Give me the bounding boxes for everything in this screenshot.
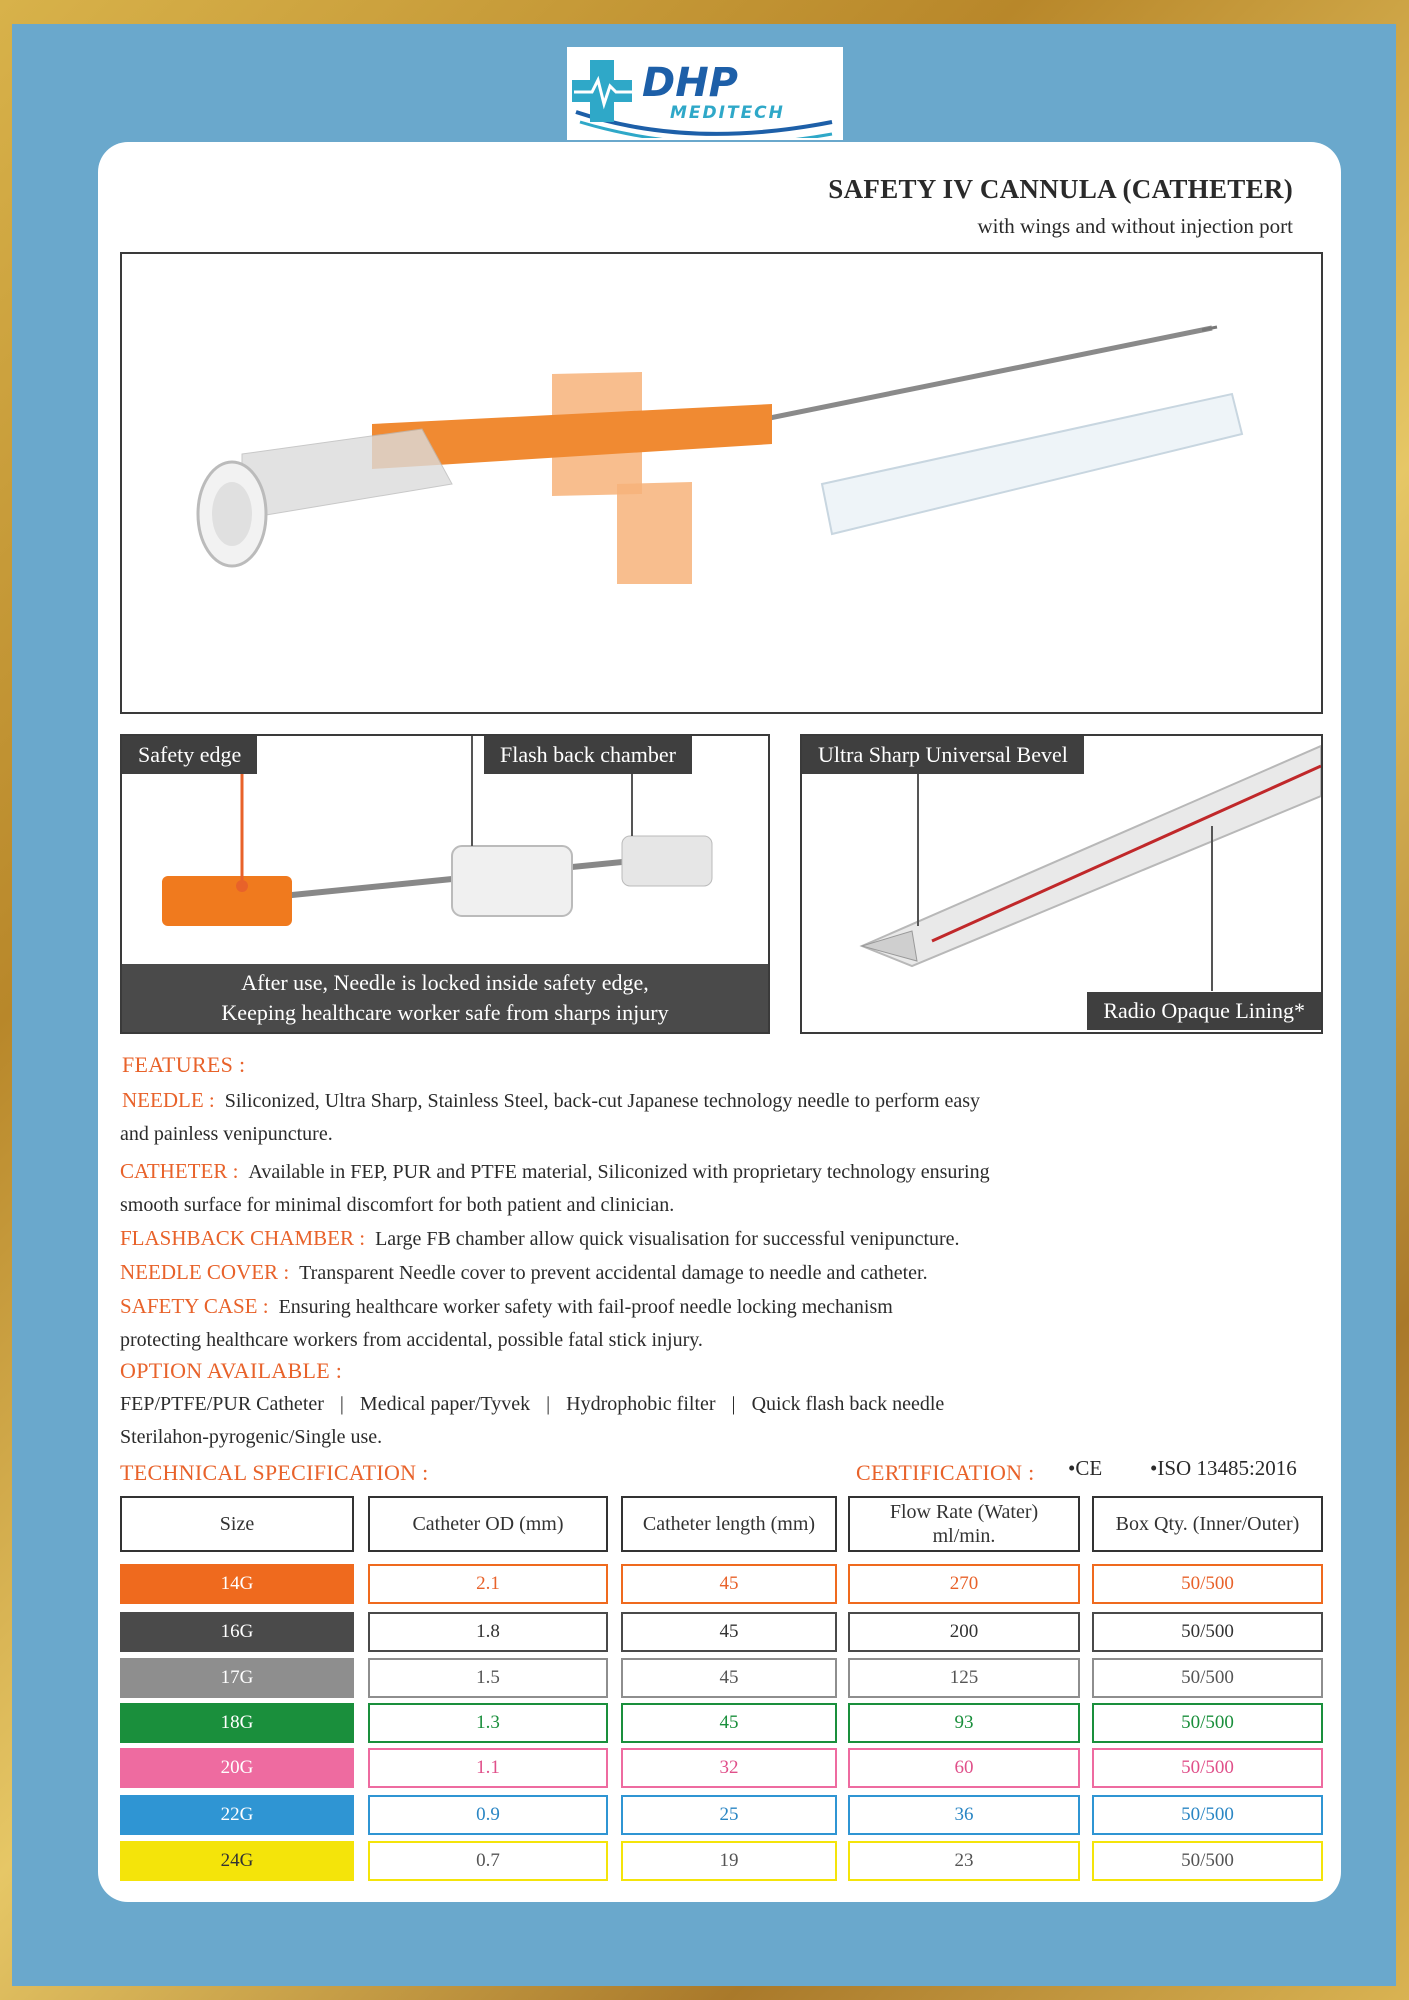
feature-safety-case <box>120 1290 1220 1324</box>
features-heading: FEATURES : <box>122 1052 246 1077</box>
size-cell: 14G <box>120 1564 354 1604</box>
spec-cell-box: 50/500 <box>1092 1564 1323 1604</box>
spec-cell-box: 50/500 <box>1092 1841 1323 1881</box>
bevel-detail-panel <box>800 734 1323 1034</box>
logo-mark <box>570 50 840 138</box>
label-safety-edge: Safety edge <box>122 736 257 774</box>
spec-cell-box: 50/500 <box>1092 1658 1323 1698</box>
size-cell: 16G <box>120 1612 354 1652</box>
features-list <box>120 1084 1220 1357</box>
safety-caption <box>122 964 768 1032</box>
label-bevel: Ultra Sharp Universal Bevel <box>802 736 1084 774</box>
size-cell: 17G <box>120 1658 354 1698</box>
spec-cell-flow: 60 <box>848 1748 1080 1788</box>
brand-name: DHP <box>642 59 738 106</box>
spec-cell-box: 50/500 <box>1092 1795 1323 1835</box>
cannula-illustration <box>122 254 1321 712</box>
option-separator: | <box>339 1393 344 1415</box>
feature-text-cont: and painless venipuncture. <box>120 1123 333 1145</box>
header-box: Box Qty. (Inner/Outer) <box>1092 1496 1323 1552</box>
options-line-2: Sterilahon-pyrogenic/Single use. <box>120 1426 383 1448</box>
size-cell: 20G <box>120 1748 354 1788</box>
label-flash-back-chamber: Flash back chamber <box>484 736 692 774</box>
cert-iso: •ISO 13485:2016 <box>1150 1456 1297 1480</box>
spec-cell-len: 45 <box>621 1612 837 1652</box>
spec-cell-len: 32 <box>621 1748 837 1788</box>
brand-sub: MEDITECH <box>670 102 785 123</box>
spec-cell-box: 50/500 <box>1092 1612 1323 1652</box>
spec-cell-box: 50/500 <box>1092 1703 1323 1743</box>
feature-text: Ensuring healthcare worker safety with fail-proof needle locking mechanism <box>278 1296 893 1318</box>
caption-line-2: Keeping healthcare worker safe from sharps injury <box>221 1000 669 1025</box>
header-length: Catheter length (mm) <box>621 1496 837 1552</box>
spec-cell-od: 1.8 <box>368 1612 608 1652</box>
spec-cell-len: 25 <box>621 1795 837 1835</box>
tech-spec-heading: TECHNICAL SPECIFICATION : <box>120 1460 429 1485</box>
caption-line-1: After use, Needle is locked inside safety edge, <box>241 970 649 995</box>
cert-ce: •CE <box>1068 1456 1103 1480</box>
spec-cell-flow: 23 <box>848 1841 1080 1881</box>
feature-text: Available in FEP, PUR and PTFE material, Siliconized with proprietary technology ensuring <box>248 1161 990 1183</box>
feature-text-cont: protecting healthcare workers from accidental, possible fatal stick injury. <box>120 1329 703 1351</box>
header-flow-line1: Flow Rate (Water) <box>889 1501 1039 1523</box>
feature-text: Large FB chamber allow quick visualisation for successful venipuncture. <box>375 1228 960 1250</box>
spec-cell-flow: 93 <box>848 1703 1080 1743</box>
size-cell: 24G <box>120 1841 354 1881</box>
option-item: Medical paper/Tyvek <box>359 1393 531 1415</box>
spec-cell-flow: 125 <box>848 1658 1080 1698</box>
spec-cell-flow: 36 <box>848 1795 1080 1835</box>
product-image-frame <box>120 252 1323 714</box>
feature-label: FLASHBACK CHAMBER : <box>120 1226 366 1250</box>
certification-heading: CERTIFICATION : <box>856 1460 1035 1485</box>
option-item: Hydrophobic filter <box>566 1393 716 1415</box>
feature-text: Transparent Needle cover to prevent accidental damage to needle and catheter. <box>299 1262 928 1284</box>
spec-cell-flow: 270 <box>848 1564 1080 1604</box>
page-title: SAFETY IV CANNULA (CATHETER) <box>828 174 1293 204</box>
feature-label: SAFETY CASE : <box>120 1294 269 1318</box>
feature-needle-cover <box>120 1256 1220 1290</box>
option-item: FEP/PTFE/PUR Catheter <box>120 1393 324 1415</box>
label-radio-opaque-lining: Radio Opaque Lining* <box>1087 992 1321 1030</box>
content-card <box>98 142 1341 1902</box>
spec-cell-len: 45 <box>621 1658 837 1698</box>
spec-cell-box: 50/500 <box>1092 1748 1323 1788</box>
spec-cell-od: 0.9 <box>368 1795 608 1835</box>
spec-cell-flow: 200 <box>848 1612 1080 1652</box>
feature-label: CATHETER : <box>120 1159 239 1183</box>
spec-cell-len: 45 <box>621 1703 837 1743</box>
safety-detail-panel <box>120 734 770 1034</box>
page-subtitle: with wings and without injection port <box>977 214 1293 238</box>
feature-label: NEEDLE COVER : <box>120 1260 290 1284</box>
spec-cell-od: 1.5 <box>368 1658 608 1698</box>
feature-text: Siliconized, Ultra Sharp, Stainless Steel, back-cut Japanese technology needle to perform easy <box>224 1090 981 1112</box>
header-size: Size <box>120 1496 354 1552</box>
spec-cell-len: 19 <box>621 1841 837 1881</box>
feature-catheter <box>120 1155 1220 1189</box>
option-separator: | <box>731 1393 736 1415</box>
size-cell: 18G <box>120 1703 354 1743</box>
size-cell: 22G <box>120 1795 354 1835</box>
feature-label: NEEDLE : <box>122 1088 215 1112</box>
option-separator: | <box>546 1393 551 1415</box>
feature-flashback <box>120 1222 1220 1256</box>
header-flow <box>848 1496 1080 1552</box>
spec-cell-len: 45 <box>621 1564 837 1604</box>
spec-cell-od: 0.7 <box>368 1841 608 1881</box>
spec-cell-od: 2.1 <box>368 1564 608 1604</box>
brand-logo <box>567 47 843 140</box>
header-flow-line2: ml/min. <box>932 1525 996 1547</box>
option-item: Quick flash back needle <box>751 1393 945 1415</box>
feature-text-cont: smooth surface for minimal discomfort for both patient and clinician. <box>120 1194 675 1216</box>
header-od: Catheter OD (mm) <box>368 1496 608 1552</box>
spec-cell-od: 1.1 <box>368 1748 608 1788</box>
feature-needle <box>120 1084 1220 1118</box>
bevel-illustration <box>802 736 1321 1032</box>
options-heading: OPTION AVAILABLE : <box>120 1358 343 1383</box>
options-list <box>120 1388 944 1454</box>
spec-cell-od: 1.3 <box>368 1703 608 1743</box>
